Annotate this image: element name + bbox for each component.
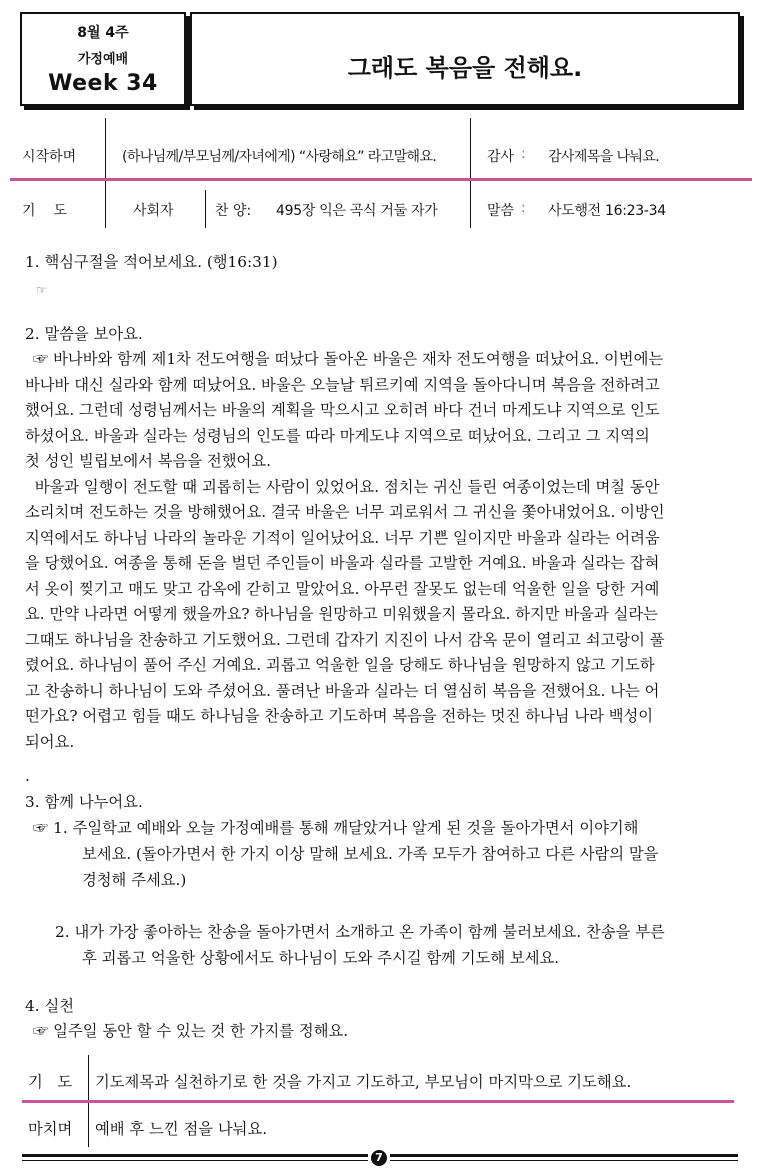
closing-prayer-text: 기도제목과 실천하기로 한 것을 가지고 기도하고, 부모님이 마지막으로 기도해요. — [95, 1073, 632, 1091]
word-label: 말씀 — [487, 203, 515, 219]
stray-dot: . — [25, 767, 30, 785]
body-line: 그때도 하나님을 찬송하고 기도했어요. 그런데 갑자기 지진이 나서 감옥 문이 열리고 쇠고랑이 풀 — [25, 630, 665, 649]
footer-rule-right-thin — [390, 1160, 738, 1161]
body-line: 했어요. 그런데 성령님께서는 바울의 계획을 막으시고 오히려 바다 건너 마게도냐 지역으로 인도 — [25, 401, 660, 419]
closing-prayer-label: 기 도 — [28, 1073, 73, 1091]
hymn-label: 찬 양: — [215, 203, 252, 219]
body-line: 지역에서도 하나님 나라의 놀라운 기적이 일어났어요. 너무 기쁜 일이지만 바울과 실라는 어려움 — [25, 528, 660, 547]
body-line: 요. 만약 나라면 어떻게 했을까요? 하나님을 원망하고 미워했을지 몰라요. 하지만 바울과 실라는 — [25, 605, 658, 623]
schedule-divider-2 — [470, 118, 471, 228]
question-1-line-3: 경청해 주세요.) — [82, 871, 187, 889]
footer-rule-right — [390, 1154, 738, 1157]
body-line: ☞ 바나바와 함께 제1차 전도여행을 떠났다 돌아온 바울은 재차 전도여행을 떠났어요. 이번에는 — [33, 350, 664, 368]
schedule-pink-rule — [10, 178, 752, 181]
section-3-title: 3. 함께 나누어요. — [25, 793, 143, 811]
closing-end-text: 예배 후 느낀 점을 나눠요. — [95, 1120, 268, 1138]
start-label: 시작하며 — [22, 149, 77, 165]
prayer-label: 기 도 — [22, 203, 67, 219]
word-text: 사도행전 16:23-34 — [548, 203, 666, 219]
practice-text: ☞ 일주일 동안 할 수 있는 것 한 가지를 정해요. — [33, 1022, 349, 1040]
start-text: (하나님께/부모님께/자녀에게) “사랑해요” 라고말해요. — [122, 149, 437, 165]
thanks-colon: : — [521, 146, 526, 162]
section-4-title: 4. 실천 — [25, 997, 75, 1015]
week-badge — [20, 12, 186, 106]
leader-label: 사회자 — [133, 203, 174, 219]
body-line: 을 당했어요. 여종을 통해 돈을 벌던 주인들이 바울과 실라를 고발한 거예요. 바울과 실라는 잡혀 — [25, 554, 660, 572]
body-line: 고 찬송하니 하나님이 도와 주셨어요. 풀려난 바울과 실라는 더 열심히 복음을 전했어요. 나는 어 — [25, 681, 660, 700]
body-line: 소리치며 전도하는 것을 방해했어요. 결국 바울은 너무 괴로워서 그 귀신을 쫓아내었어요. 이방인 — [25, 503, 665, 521]
footer-rule-left-thin — [22, 1160, 368, 1161]
closing-end-label: 마치며 — [28, 1120, 73, 1138]
footer-rule-left — [22, 1154, 368, 1157]
thanks-label: 감사 — [487, 149, 515, 165]
worship-kind: 가정예배 — [77, 52, 129, 67]
body-line: 바울과 일행이 전도할 때 괴롭히는 사람이 있었어요. 점치는 귀신 들린 여종이었는데 며칠 동안 — [25, 477, 660, 496]
title-box — [190, 12, 740, 106]
body-line: 첫 성인 빌립보에서 복음을 전했어요. — [25, 452, 271, 470]
section-2-title: 2. 말씀을 보아요. — [25, 325, 143, 343]
page-title: 그래도 복음을 전해요. — [347, 54, 583, 82]
body-line: 렸어요. 하나님이 풀어 주신 거예요. 괴롭고 억울한 일을 당해도 하나님을 원망하지 않고 기도하 — [25, 656, 655, 674]
section-2-body — [25, 347, 737, 755]
section-1-pointer: ☞ — [36, 283, 47, 297]
word-colon: : — [521, 200, 526, 216]
section-1-title: 1. 핵심구절을 적어보세요. (행16:31) — [25, 253, 278, 271]
question-1-line-1: ☞ 1. 주일학교 예배와 오늘 가정예배를 통해 깨달았거나 알게 된 것을 돌아가면서 이야기해 — [33, 819, 639, 837]
week-number: Week 34 — [48, 71, 158, 96]
hymn-text: 495장 익은 곡식 거둘 자가 — [276, 203, 438, 219]
week-date: 8월 4주 — [77, 25, 129, 41]
body-line: 하셨어요. 바울과 실라는 성령님의 인도를 따라 마게도냐 지역으로 떠났어요. 그리고 그 지역의 — [25, 426, 650, 445]
body-line: 떤가요? 어렵고 힘들 때도 하나님을 찬송하고 기도하며 복음을 전하는 멋진 하나님 나라 백성이 — [25, 707, 654, 725]
body-line: 되어요. — [25, 732, 75, 751]
question-2-line-2: 후 괴롭고 억울한 상황에서도 하나님이 도와 주시길 함께 기도해 보세요. — [82, 949, 560, 967]
body-line: 바나바 대신 실라와 함께 떠났어요. 바울은 오늘날 튀르키예 지역을 돌아다니며 복음을 전하려고 — [25, 375, 660, 394]
closing-pink-rule — [22, 1100, 734, 1103]
page-number: 7 — [371, 1150, 387, 1166]
schedule-divider-1 — [105, 118, 106, 228]
question-2-line-1: 2. 내가 가장 좋아하는 찬송을 돌아가면서 소개하고 온 가족이 함께 불러보세요. 찬송을 부른 — [55, 923, 665, 941]
question-1-line-2: 보세요. (돌아가면서 한 가지 이상 말해 보세요. 가족 모두가 참여하고 다른 사람의 말을 — [82, 845, 659, 863]
schedule-divider-3 — [205, 190, 206, 228]
thanks-text: 감사제목을 나눠요. — [548, 149, 660, 165]
body-line: 서 옷이 찢기고 매도 맞고 감옥에 갇히고 말았어요. 아무런 잘못도 없는데 억울한 일을 당한 거예 — [25, 579, 660, 598]
